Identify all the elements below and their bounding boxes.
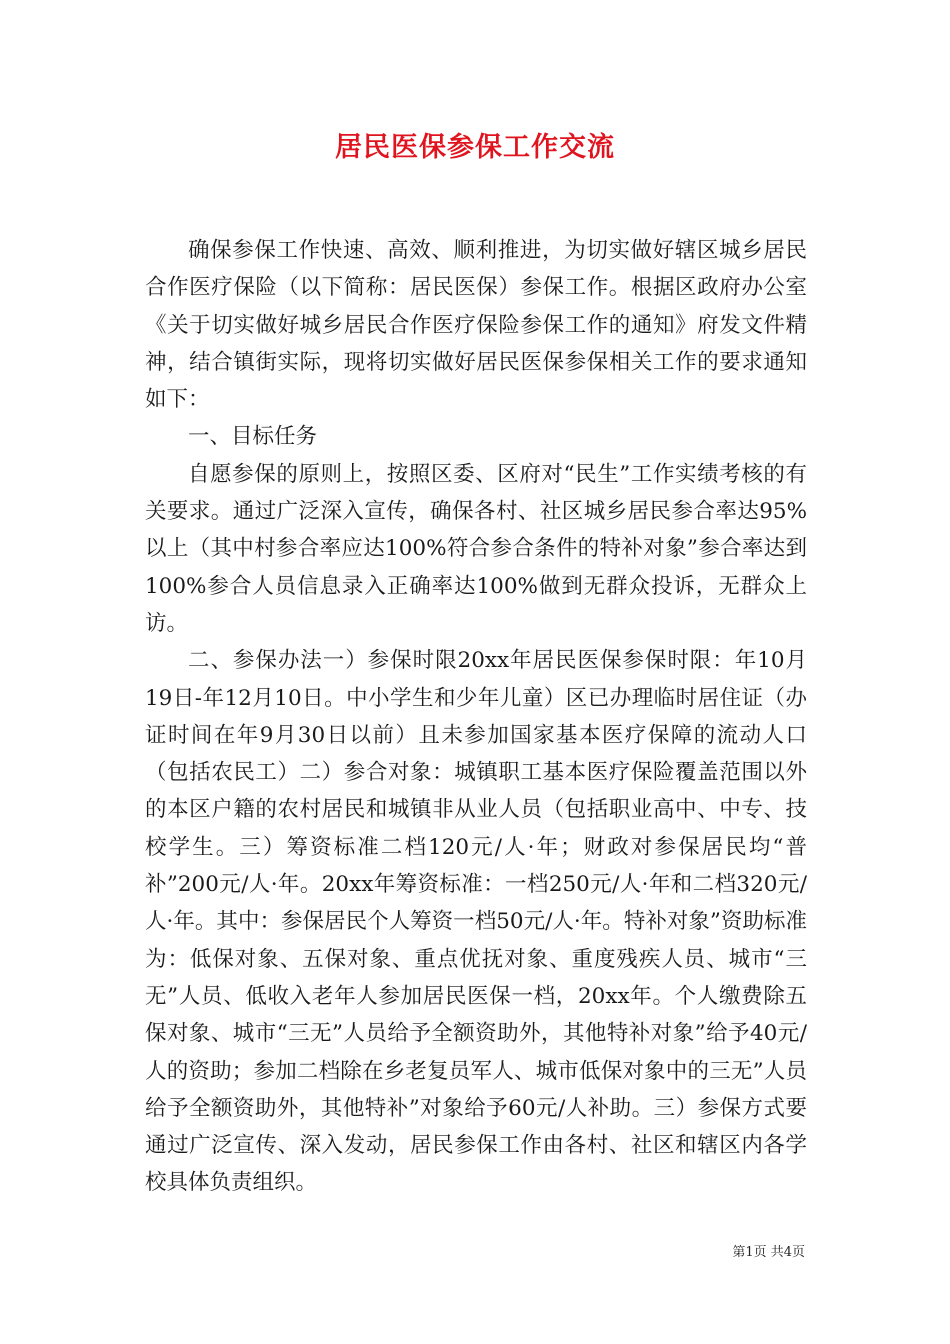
- goals-paragraph: 自愿参保的原则上，按照区委、区府对“民生”工作实绩考核的有关要求。通过广泛深入宣传，确保各村、社区城乡居民参合率达95%以上（其中村参合率应达100%符合参合条件的特补对象”参合率达到100%参合人员信息录入正确率达100%做到无群众投诉，无群众上访。: [145, 461, 807, 636]
- section-heading-goals: 一、目标任务: [188, 424, 318, 450]
- methods-paragraph: 二、参保办法一）参保时限20xx年居民医保参保时限：年10月19日-年12月10日。中小学生和少年儿童）区已办理临时居住证（办证时间在年9月30日以前）且未参加国家基本医疗保障的流动人口（包括农民工）二）参合对象：城镇职工基本医疗保险覆盖范围以外的本区户籍的农村居民和城镇非从业人员（包括职业高中、中专、技校学生。三）筹资标准二档120元/人·年；财政对参保居民均“普补”200元/人·年。20xx年筹资标准：一档250元/人·年和二档320元/人·年。其中：参保居民个人筹资一档50元/人·年。特补对象”资助标准为：低保对象、五保对象、重点优抚对象、重度残疾人员、城市“三无”人员、低收入老年人参加居民医保一档，20xx年。个人缴费除五保对象、城市“三无”人员给予全额资助外，其他特补对象”给予40元/人的资助；参加二档除在乡老复员军人、城市低保对象中的三无”人员给予全额资助外，其他特补”对象给予60元/人补助。三）参保方式要通过广泛宣传、深入发动，居民参保工作由各村、社区和辖区内各学校具体负责组织。: [145, 648, 807, 1196]
- document-title: 居民医保参保工作交流: [335, 132, 615, 163]
- document-body: [145, 232, 807, 1202]
- page-number-footer: 第1页 共4页: [732, 1245, 805, 1260]
- intro-paragraph: 确保参保工作快速、高效、顺利推进，为切实做好辖区城乡居民合作医疗保险（以下简称：居民医保）参保工作。根据区政府办公室《关于切实做好城乡居民合作医疗保险参保工作的通知》府发文件精神，结合镇街实际，现将切实做好居民医保参保相关工作的要求通知如下：: [145, 238, 807, 413]
